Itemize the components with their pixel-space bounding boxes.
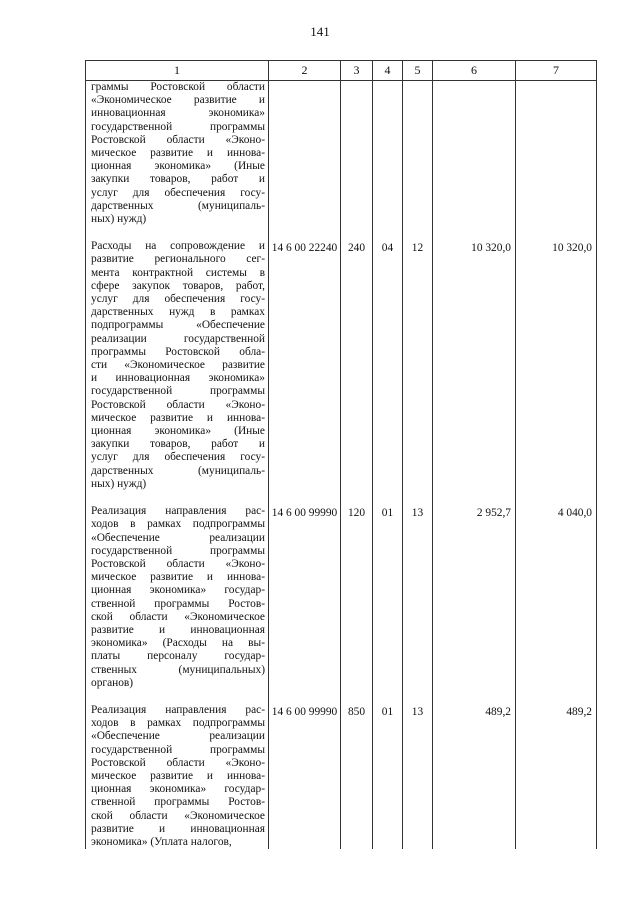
expense-type: [341, 81, 373, 227]
amount-year-2: 4 040,0: [516, 505, 597, 690]
description-line: Ростовской области «Эконо-: [91, 756, 265, 769]
row-spacer: [86, 690, 597, 704]
row-spacer: [86, 226, 597, 240]
budget-code: 14 6 00 22240: [269, 240, 341, 491]
amount-year-1: [433, 81, 516, 227]
description-line: ходов в рамках подпрограммы: [91, 518, 265, 531]
description-line: услуг для обеспечения госу-: [91, 293, 265, 306]
description-line: ственной программы Ростов-: [91, 597, 265, 610]
spacer-cell: [341, 491, 373, 505]
row-description: [86, 240, 269, 491]
description-line: платы персоналу государ-: [91, 650, 265, 663]
spacer-cell: [433, 226, 516, 240]
spacer-cell: [516, 491, 597, 505]
description-line: «Экономическое развитие и: [91, 94, 265, 107]
description-line: Ростовской области «Эконо-: [91, 133, 265, 146]
column-header-5: 5: [403, 61, 433, 81]
table-row: [86, 81, 597, 227]
description-line: закупки товаров, работ и: [91, 438, 265, 451]
subsection: 13: [403, 505, 433, 690]
column-header-4: 4: [373, 61, 403, 81]
budget-code: 14 6 00 99990: [269, 505, 341, 690]
description-line: мента контрактной системы в: [91, 266, 265, 279]
description-line: государственной программы: [91, 120, 265, 133]
spacer-cell: [269, 226, 341, 240]
description-line: Ростовской области «Эконо-: [91, 557, 265, 570]
spacer-cell: [433, 491, 516, 505]
row-spacer: [86, 491, 597, 505]
description-line: сти «Экономическое развитие: [91, 359, 265, 372]
amount-year-2: 10 320,0: [516, 240, 597, 491]
spacer-cell: [373, 491, 403, 505]
spacer-cell: [373, 226, 403, 240]
row-description: [86, 505, 269, 690]
description-line: программы Ростовской обла-: [91, 345, 265, 358]
description-line: экономика» (Расходы на вы-: [91, 637, 265, 650]
spacer-cell: [341, 226, 373, 240]
amount-year-2: 489,2: [516, 704, 597, 849]
column-header-1: 1: [86, 61, 269, 81]
page-number: 141: [310, 24, 330, 39]
description-line: Реализация направления рас-: [91, 703, 265, 716]
description-line: мическое развитие и иннова-: [91, 769, 265, 782]
amount-year-2: [516, 81, 597, 227]
description-line: Расходы на сопровождение и: [91, 240, 265, 253]
description-line: дарственных (муниципаль-: [91, 199, 265, 212]
subsection: [403, 81, 433, 227]
table-row: [86, 240, 597, 491]
description-line: подпрограммы «Обеспечение: [91, 319, 265, 332]
description-line: реализации государственной: [91, 332, 265, 345]
amount-year-1: 489,2: [433, 704, 516, 849]
description-line: услуг для обеспечения госу-: [91, 451, 265, 464]
description-line: государственной программы: [91, 385, 265, 398]
description-line: развитие и инновационная: [91, 822, 265, 835]
section: [373, 81, 403, 227]
expense-type: 850: [341, 704, 373, 849]
description-line: «Обеспечение реализации: [91, 730, 265, 743]
table-row: [86, 505, 597, 690]
budget-table: [85, 60, 597, 849]
row-description: [86, 704, 269, 849]
budget-code: 14 6 00 99990: [269, 704, 341, 849]
spacer-cell: [86, 491, 269, 505]
section: 01: [373, 704, 403, 849]
description-line: ционная экономика» государ-: [91, 584, 265, 597]
description-line: ных) нужд): [91, 477, 147, 490]
description-line: дарственных нужд в рамках: [91, 306, 265, 319]
spacer-cell: [403, 491, 433, 505]
spacer-cell: [86, 226, 269, 240]
subsection: 13: [403, 704, 433, 849]
description-line: ской области «Экономическое: [91, 610, 265, 623]
description-line: ционная экономика» (Иные: [91, 160, 265, 173]
budget-code: [269, 81, 341, 227]
description-line: мическое развитие и иннова-: [91, 571, 265, 584]
description-line: услуг для обеспечения госу-: [91, 186, 265, 199]
description-line: государственной программы: [91, 544, 265, 557]
section: 01: [373, 505, 403, 690]
description-line: граммы Ростовской области: [91, 81, 265, 93]
description-line: ственной программы Ростов-: [91, 796, 265, 809]
description-line: ных) нужд): [91, 213, 147, 226]
column-header-3: 3: [341, 61, 373, 81]
description-line: развитие и инновационная: [91, 623, 265, 636]
column-header-2: 2: [269, 61, 341, 81]
spacer-cell: [86, 690, 269, 704]
spacer-cell: [373, 690, 403, 704]
spacer-cell: [433, 690, 516, 704]
table-row: [86, 704, 597, 849]
spacer-cell: [516, 226, 597, 240]
description-line: Реализация направления рас-: [91, 505, 265, 518]
expense-type: 240: [341, 240, 373, 491]
description-line: дарственных (муниципаль-: [91, 464, 265, 477]
description-line: Ростовской области «Эконо-: [91, 398, 265, 411]
spacer-cell: [516, 690, 597, 704]
description-line: экономика» (Уплата налогов,: [91, 835, 232, 848]
description-line: мическое развитие и иннова-: [91, 147, 265, 160]
amount-year-1: 10 320,0: [433, 240, 516, 491]
spacer-cell: [341, 690, 373, 704]
description-line: государственной программы: [91, 743, 265, 756]
column-header-7: 7: [516, 61, 597, 81]
description-line: ционная экономика» (Иные: [91, 425, 265, 438]
description-line: инновационная экономика»: [91, 107, 265, 120]
description-line: ской области «Экономическое: [91, 809, 265, 822]
description-line: закупки товаров, работ и: [91, 173, 265, 186]
description-line: и инновационная экономика»: [91, 372, 265, 385]
description-line: ственных (муниципальных): [91, 663, 265, 676]
description-line: «Обеспечение реализации: [91, 531, 265, 544]
description-line: ционная экономика» государ-: [91, 783, 265, 796]
spacer-cell: [269, 690, 341, 704]
table-header-row: [86, 61, 597, 81]
description-line: мическое развитие и иннова-: [91, 411, 265, 424]
row-description: [86, 81, 269, 227]
description-line: сфере закупок товаров, работ,: [91, 279, 265, 292]
table-body: [86, 81, 597, 850]
spacer-cell: [403, 226, 433, 240]
amount-year-1: 2 952,7: [433, 505, 516, 690]
section: 04: [373, 240, 403, 491]
description-line: органов): [91, 676, 134, 689]
spacer-cell: [403, 690, 433, 704]
expense-type: 120: [341, 505, 373, 690]
subsection: 12: [403, 240, 433, 491]
description-line: развитие регионального сег-: [91, 253, 265, 266]
description-line: ходов в рамках подпрограммы: [91, 717, 265, 730]
spacer-cell: [269, 491, 341, 505]
column-header-6: 6: [433, 61, 516, 81]
